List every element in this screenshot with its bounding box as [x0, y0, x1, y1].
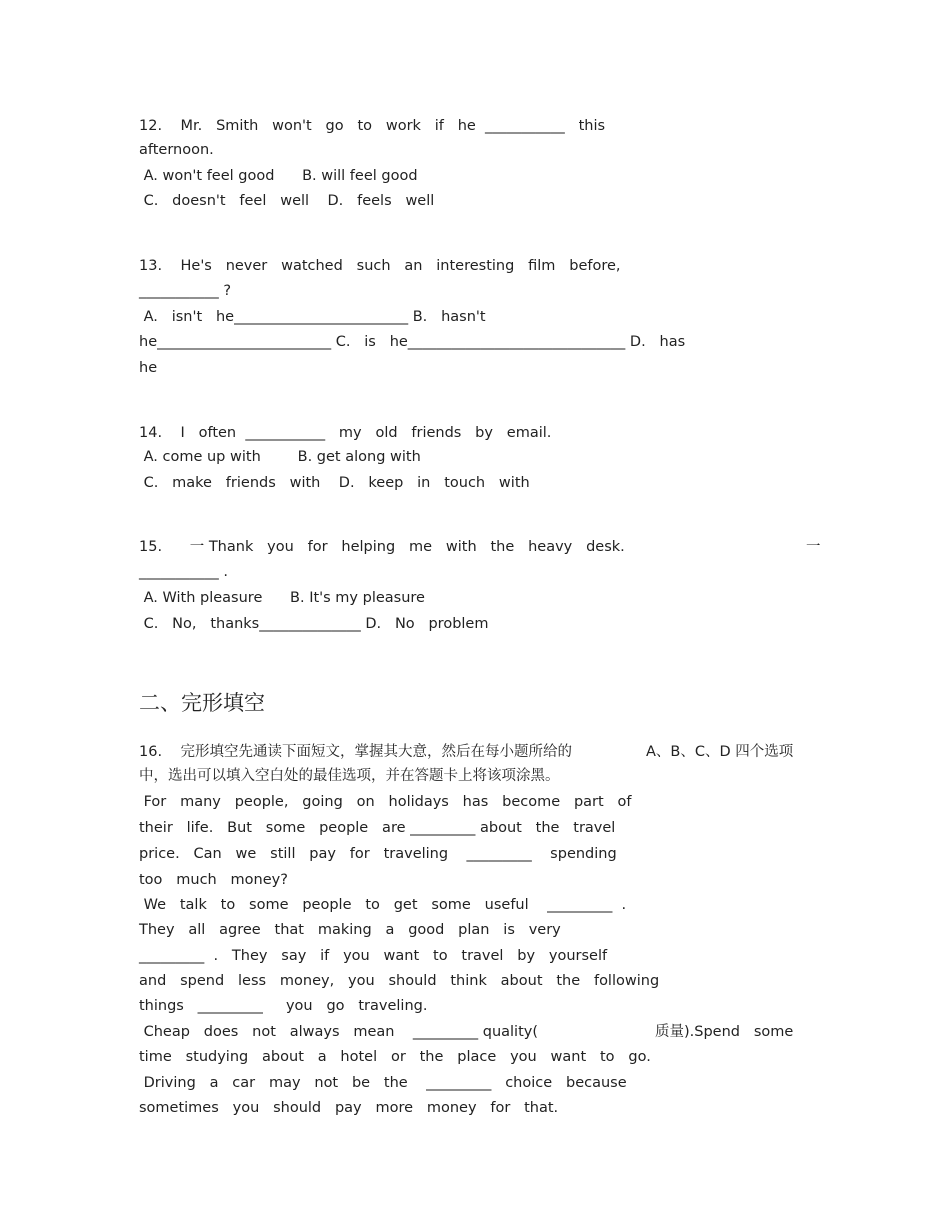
- passage-line: their life. But some people are _________ about the travel: [139, 820, 616, 836]
- passage-line: sometimes you should pay more money for that.: [139, 1100, 559, 1116]
- question-12-options-cd: C. doesn't feel well D. feels well: [139, 193, 435, 209]
- passage-line: For many people, going on holidays has become part of: [139, 794, 632, 810]
- question-13-options-line1: A. isn't he________________________ B. hasn't: [139, 309, 486, 325]
- passage-line: They all agree that making a good plan is very: [139, 922, 561, 938]
- passage-line: Driving a car may not be the _________ choice because: [139, 1075, 627, 1091]
- question-12-stem: 12. Mr. Smith won't go to work if he ___________ this: [139, 118, 606, 134]
- question-15-reply-dash: 一: [806, 539, 821, 555]
- passage-line: _________ . They say if you want to travel by yourself: [139, 948, 608, 964]
- question-14-options-cd: C. make friends with D. keep in touch with: [139, 475, 530, 491]
- passage-line-cont: 质量).Spend some: [655, 1024, 794, 1040]
- passage-line: price. Can we still pay for traveling _________ spending: [139, 846, 617, 862]
- question-14-options-ab: A. come up with B. get along with: [139, 449, 421, 465]
- question-15-options-cd: C. No, thanks______________ D. No problem: [139, 616, 489, 632]
- question-13-options-line3: he: [139, 360, 158, 376]
- question-16-instruction-cont: 中，选出可以填入空白处的最佳选项，并在答题卡上将该项涂黑。: [139, 768, 560, 784]
- section-heading: 二、完形填空: [139, 691, 265, 715]
- question-15-options-ab: A. With pleasure B. It's my pleasure: [139, 590, 425, 606]
- question-12-stem-cont: afternoon.: [139, 142, 214, 158]
- question-14-stem: 14. I often ___________ my old friends by email.: [139, 425, 552, 441]
- question-13-stem-cont: ___________ ?: [139, 283, 232, 299]
- passage-line: too much money?: [139, 872, 288, 888]
- question-13-stem: 13. He's never watched such an interesting film before,: [139, 258, 621, 274]
- question-16-instruction: 16. 完形填空先通读下面短文，掌握其大意，然后在每小题所给的: [139, 744, 572, 760]
- question-16-instruction-options: A、B、C、D 四个选项: [646, 744, 794, 760]
- passage-line: Cheap does not always mean _________ quality(: [139, 1024, 539, 1040]
- passage-line: We talk to some people to get some useful _________ .: [139, 897, 627, 913]
- passage-line: things _________ you go traveling.: [139, 998, 428, 1014]
- question-15-stem: 15. 一 Thank you for helping me with the heavy desk.: [139, 539, 625, 555]
- question-12-options-ab: A. won't feel good B. will feel good: [139, 168, 418, 184]
- passage-line: and spend less money, you should think about the following: [139, 973, 660, 989]
- question-15-stem-cont: ___________ .: [139, 564, 228, 580]
- question-13-options-line2: he________________________ C. is he______________________________ D. has: [139, 334, 686, 350]
- passage-line: time studying about a hotel or the place you want to go.: [139, 1049, 651, 1065]
